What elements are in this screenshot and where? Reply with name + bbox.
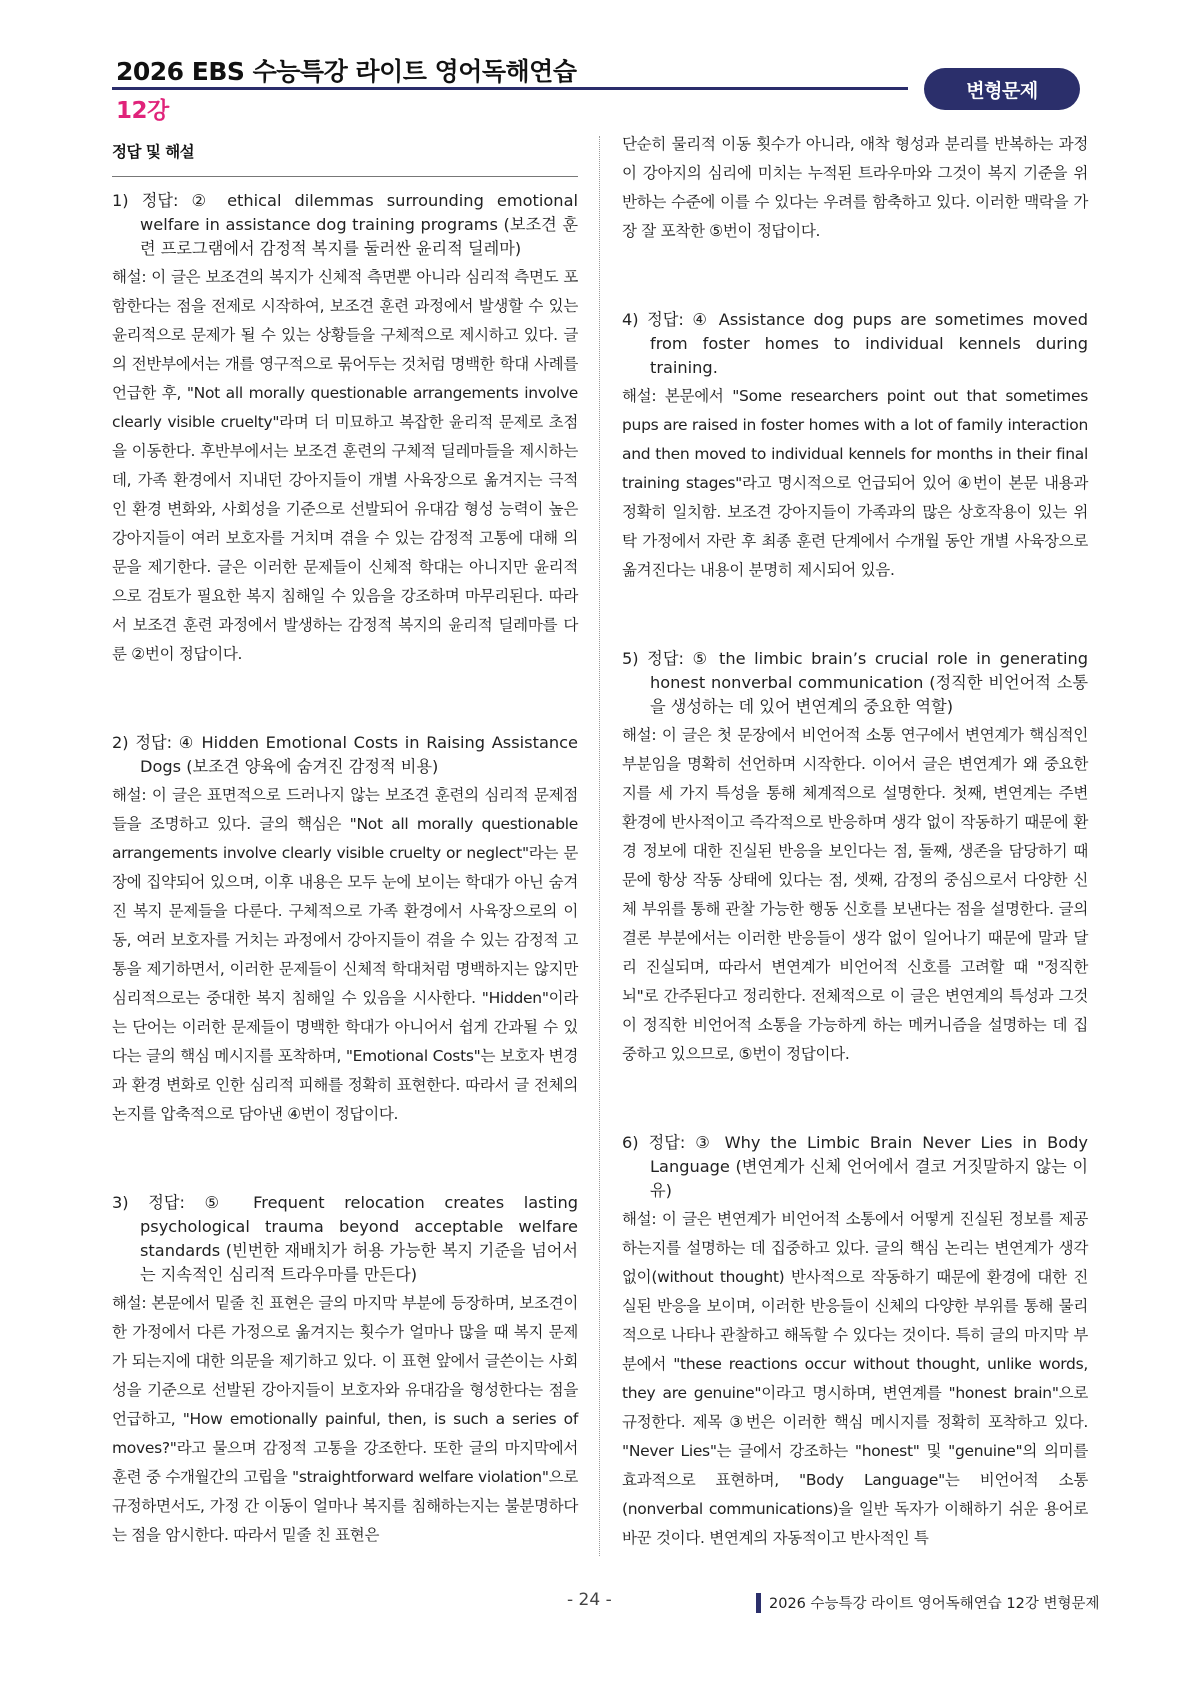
lesson-number: 12강 [116,98,169,124]
answer-line: 5) 정답: ⑤ the limbic brain’s crucial role in generating honest nonverbal communication (정직한 비언어적 소통을 생성하는 데 있어 변연계의 중요한 역할) [622,649,1088,716]
answer-item-2 [112,731,578,1129]
explanation: 해설: 이 글은 보조견의 복지가 신체적 측면뿐 아니라 심리적 측면도 포함한다는 점을 전제로 시작하여, 보조견 훈련 과정에서 발생할 수 있는 윤리적으로 문제가 될 수 있는 상황들을 구체적으로 제시하고 있다. 글의 전반부에서는 개를 영구적으로 묶어두는 것처럼 명백한 학대 사례를 언급한 후, "Not all morally questionable arrangements involve clearly visible cruelty"라며 더 미묘하고 복잡한 윤리적 문제로 초점을 이동한다. 후반부에서는 보조견 훈련의 구체적 딜레마들을 제시하는데, 가족 환경에서 지내던 강아지들이 개별 사육장으로 옮겨지는 극적인 환경 변화와, 사회성을 기준으로 선발되어 유대감 형성 능력이 높은 강아지들이 여러 보호자를 거치며 겪을 수 있는 감정적 고통에 대해 의문을 제기한다. 글은 이러한 문제들이 신체적 학대는 아니지만 윤리적으로 검토가 필요한 복지 침해일 수 있음을 강조하며 마무리된다. 따라서 보조견 훈련 과정에서 발생하는 감정적 복지의 윤리적 딜레마를 다룬 ②번이 정답이다. [112,268,578,663]
answer-line: 6) 정답: ③ Why the Limbic Brain Never Lies in Body Language (변연계가 신체 언어에서 결코 거짓말하지 않는 이유) [622,1133,1088,1200]
answer-item-4 [622,308,1088,585]
answer-line: 3) 정답: ⑤ Frequent relocation creates lasting psychological trauma beyond acceptable welfare standards (빈번한 재배치가 허용 가능한 복지 기준을 넘어서는 지속적인 심리적 트라우마를 만든다) [112,1193,578,1284]
answer-item-1 [112,189,578,669]
explanation: 해설: 이 글은 변연계가 비언어적 소통에서 어떻게 진실된 정보를 제공하는지를 설명하는 데 집중하고 있다. 글의 핵심 논리는 변연계가 생각 없이(without thought) 반사적으로 작동하기 때문에 환경에 대한 진실된 반응을 보이며, 이러한 반응들이 신체의 다양한 부위를 통해 물리적으로 나타나 관찰하고 해독할 수 있다는 것이다. 특히 글의 마지막 부분에서 "these reactions occur without thought, unlike words, they are genuine"이라고 명시하며, 변연계를 "honest brain"으로 규정한다. 제목 ③번은 이러한 핵심 메시지를 정확히 포착하고 있다. "Never Lies"는 글에서 강조하는 "honest" 및 "genuine"의 의미를 효과적으로 표현하며, "Body Language"는 비언어적 소통(nonverbal communications)을 일반 독자가 이해하기 쉬운 용어로 바꾼 것이다. 변연계의 자동적이고 반사적인 특 [622,1210,1088,1547]
answer-item-3 [112,1191,578,1550]
section-title: 정답 및 해설 [112,143,195,161]
answer-line: 4) 정답: ④ Assistance dog pups are sometimes moved from foster homes to individual kennels during training. [622,310,1088,377]
explanation: 해설: 이 글은 첫 문장에서 비언어적 소통 연구에서 변연계가 핵심적인 부분임을 명확히 선언하며 시작한다. 이어서 글은 변연계가 왜 중요한지를 세 가지 특성을 통해 체계적으로 설명한다. 첫째, 변연계는 주변 환경에 반사적이고 즉각적으로 반응하며 생각 없이 작동하기 때문에 환경 정보에 대한 진실된 반응을 보인다는 점, 둘째, 생존을 담당하기 때문에 항상 작동 상태에 있다는 점, 셋째, 감정의 중심으로서 다양한 신체 부위를 통해 관찰 가능한 행동 신호를 보낸다는 점을 설명한다. 글의 결론 부분에서는 이러한 반응들이 생각 없이 일어나기 때문에 말과 달리 진실되며, 따라서 변연계가 비언어적 신호를 고려할 때 "정직한 뇌"로 간주된다고 정리한다. 전체적으로 이 글은 변연계의 특성과 그것이 정직한 비언어적 소통을 가능하게 하는 메커니즘을 설명하는 데 집중하고 있으므로, ⑤번이 정답이다. [622,726,1088,1063]
answer-line: 2) 정답: ④ Hidden Emotional Costs in Raising Assistance Dogs (보조견 양육에 숨겨진 감정적 비용) [112,733,578,776]
footer-text: 2026 수능특강 라이트 영어독해연습 12강 변형문제 [769,1596,1100,1612]
header-rule [112,87,908,90]
explanation-continued: 단순히 물리적 이동 횟수가 아니라, 애착 형성과 분리를 반복하는 과정이 강아지의 심리에 미치는 누적된 트라우마와 그것이 복지 기준을 위반하는 수준에 이를 수 있다는 우려를 함축하고 있다. 이러한 맥락을 가장 잘 포착한 ⑤번이 정답이다. [622,135,1088,240]
answer-item-3-continued [622,130,1088,246]
footer-bar [756,1593,761,1613]
page-number: - 24 - [567,1590,612,1610]
left-column [112,140,578,1612]
answer-item-6 [622,1131,1088,1553]
section-badge: 변형문제 [924,68,1080,110]
explanation: 해설: 이 글은 표면적으로 드러나지 않는 보조견 훈련의 심리적 문제점들을 조명하고 있다. 글의 핵심은 "Not all morally questionable arrangements involve clearly visible cruelty or neglect"라는 문장에 집약되어 있으며, 이후 내용은 모두 눈에 보이는 학대가 아닌 숨겨진 복지 문제들을 다룬다. 구체적으로 가족 환경에서 사육장으로의 이동, 여러 보호자를 거치는 과정에서 강아지들이 겪을 수 있는 감정적 고통을 제기하면서, 이러한 문제들이 신체적 학대처럼 명백하지는 않지만 심리적으로는 중대한 복지 침해일 수 있음을 시사한다. "Hidden"이라는 단어는 이러한 문제들이 명백한 학대가 아니어서 쉽게 간과될 수 있다는 글의 핵심 메시지를 포착하며, "Emotional Costs"는 보호자 변경과 환경 변화로 인한 심리적 피해를 정확히 표현한다. 따라서 글 전체의 논지를 압축적으로 담아낸 ④번이 정답이다. [112,786,578,1123]
column-divider [599,136,600,1556]
answer-item-5 [622,647,1088,1069]
right-column [622,130,1088,1615]
footer [756,1592,1100,1613]
section-title-rule [112,176,578,177]
series-title: 2026 EBS 수능특강 라이트 영어독해연습 [116,57,577,86]
explanation: 해설: 본문에서 밑줄 친 표현은 글의 마지막 부분에 등장하며, 보조견이 한 가정에서 다른 가정으로 옮겨지는 횟수가 얼마나 많을 때 복지 문제가 되는지에 대한 의문을 제기하고 있다. 이 표현 앞에서 글쓴이는 사회성을 기준으로 선발된 강아지들이 보호자와 유대감을 형성한다는 점을 언급하고, "How emotionally painful, then, is such a series of moves?"라고 물으며 감정적 고통을 강조한다. 또한 글의 마지막에서 훈련 중 수개월간의 고립을 "straightforward welfare violation"으로 규정하면서도, 가정 간 이동이 얼마나 복지를 침해하는지는 불분명하다는 점을 암시한다. 따라서 밑줄 친 표현은 [112,1294,578,1544]
answer-line: 1) 정답: ② ethical dilemmas surrounding emotional welfare in assistance dog training programs (보조견 훈련 프로그램에서 감정적 복지를 둘러싼 윤리적 딜레마) [112,191,578,258]
explanation: 해설: 본문에서 "Some researchers point out that sometimes pups are raised in foster homes with a lot of family interaction and then moved to individual kennels for months in their final training stages"라고 명시적으로 언급되어 있어 ④번이 본문 내용과 정확히 일치함. 보조견 강아지들이 가족과의 많은 상호작용이 있는 위탁 가정에서 자란 후 최종 훈련 단계에서 수개월 동안 개별 사육장으로 옮겨진다는 내용이 분명히 제시되어 있음. [622,387,1088,579]
